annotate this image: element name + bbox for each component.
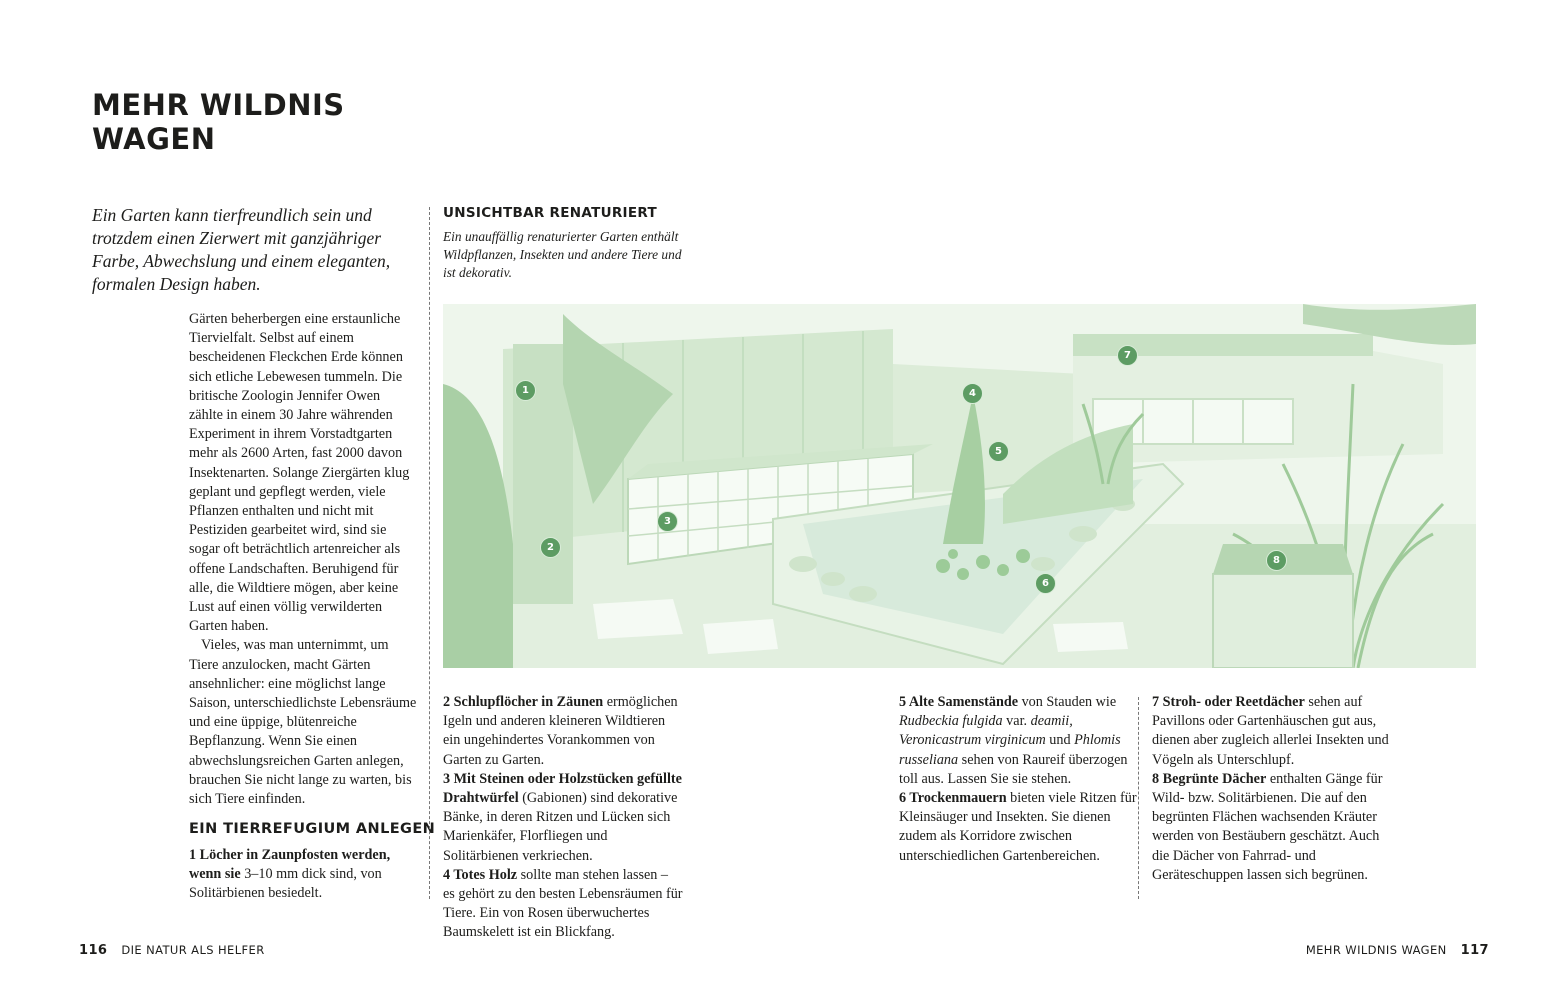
sidebar-heading: UNSICHTBAR RENATURIERT (443, 205, 657, 221)
body-paragraph-2: Vieles, was man unternimmt, um Tiere anzulocken, macht Gärten ansehnlicher: eine möglichst lange Saison, unterschiedlichste Lebensräume und eine üppige, blütenreiche Bepflanzung. Wenn Sie einen abwechslungsreichen Garten anlegen, brauchen Sie nicht lange zu warten, bis sich Tiere einfinden. (189, 637, 417, 808)
intro-text: Ein Garten kann tierfreundlich sein und trotzdem einen Zierwert mit ganzjähriger Farbe, Abwechslung und einem eleganten, formalen Design haben. (92, 205, 391, 294)
illustration-marker-2: 2 (540, 537, 561, 558)
item-2-title: 2 Schlupflöcher in Zäunen (443, 694, 604, 710)
page-number-left: 116 (79, 943, 108, 958)
item-5-text-c: und (1045, 732, 1075, 749)
item-5-text-d: sehen von Raureif überzogen toll aus. Lassen Sie sie stehen. (899, 751, 1128, 787)
item-3-title: 3 Mit Steinen oder Holzstücken gefüllte Drahtwürfel (443, 770, 682, 807)
item-3-text: (Gabionen) sind dekorative Bänke, in deren Ritzen und Lücken sich Marienkäfer, Florfliegen und Solitärbienen verkriechen. (443, 790, 678, 864)
running-head-right: MEHR WILDNIS WAGEN (1305, 943, 1447, 957)
item-5-species-b: deamii, Veronicastrum virginicum (899, 713, 1073, 749)
item-3 (443, 770, 683, 866)
illustration-marker-8: 8 (1266, 550, 1287, 571)
item-8-title: 8 Begrünte Dächer (1152, 770, 1267, 787)
illustration-marker-5: 5 (988, 441, 1009, 462)
item-6-title: 6 Trockenmauern (899, 790, 1007, 807)
illustration-marker-6: 6 (1035, 573, 1056, 594)
item-6 (899, 789, 1139, 866)
item-7-title: 7 Stroh- oder Reetdächer (1152, 694, 1305, 710)
illustration-marker-1: 1 (515, 380, 536, 401)
item-1-text: 3–10 mm dick sind, von Solitärbienen besiedelt. (189, 866, 382, 902)
page-number-right: 117 (1460, 943, 1489, 958)
item-5 (899, 693, 1139, 789)
item-5-species-a: Rudbeckia fulgida (899, 713, 1003, 730)
item-2 (443, 693, 683, 770)
illustration-marker-3: 3 (657, 511, 678, 532)
body-paragraph-1: Gärten beherbergen eine erstaunliche Tiervielfalt. Selbst auf einem bescheidenen Fleckchen Erde können sich etliche Lebewesen tummeln. Die britische Zoologin Jennifer Owen zählte in einem 30 Jahre währenden Experiment in ihrem Vorstadtgarten mehr als 2600 Arten, fast 2000 davon Insektenarten. Solange Ziergärten klug geplant und gepflegt werden, viele Pflanzen enthalten und nicht mit Pestiziden gearbeitet wird, sind sie sogar oft beträchtlich artenreicher als offene Landschaften. Beruhigend für alle, die Wildtiere mögen, aber keine Lust auf einen völlig verwilderten Garten haben. (189, 311, 410, 635)
refugium-item-1 (189, 846, 417, 904)
item-4-title: 4 Totes Holz (443, 866, 518, 883)
item-8-text: enthalten Gänge für Wild- bzw. Solitärbienen. Die auf den begrünten Flächen wachsenden Kräuter werden von Bestäubern geschätzt. Auch die Dächer von Fahrrad- und Geräteschuppen lassen sich begrünen. (1152, 770, 1383, 883)
item-5-text-a: von Stauden wie (1018, 694, 1117, 710)
item-6-text: bieten viele Ritzen für Kleinsäuger und Insekten. Sie dienen zudem als Korridore zwischen unterschiedlichen Gartenbereichen. (899, 790, 1137, 864)
item-2-text: ermöglichen Igeln und anderen kleineren Wildtieren ein ungehindertes Vorankommen von Garten zu Garten. (443, 694, 678, 768)
sidebar-subtitle: Ein unauffällig renaturierter Garten enthält Wildpflanzen, Insekten und andere Tiere und ist dekorativ. (443, 229, 682, 280)
garden-illustration (443, 304, 1476, 668)
section-heading-refugium: EIN TIERREFUGIUM ANLEGEN (189, 821, 436, 837)
illustration-marker-4: 4 (962, 383, 983, 404)
item-4-text: sollte man stehen lassen – es gehört zu den besten Lebensräumen für Tiere. Ein von Rosen überwuchertes Baumskelett ist ein Blickfang. (443, 866, 683, 941)
column-divider-left (429, 207, 430, 899)
footer-right (1306, 943, 1489, 958)
illustration-marker-7: 7 (1117, 345, 1138, 366)
body-column-1 (189, 310, 417, 809)
page-title (92, 88, 345, 156)
item-5-species-c: Phlomis russeliana (899, 732, 1121, 768)
items-column-3 (899, 693, 1139, 866)
item-1-title: 1 Löcher in Zaunpfosten werden, wenn sie (189, 847, 391, 883)
items-column-2 (443, 693, 683, 943)
item-8 (1152, 770, 1392, 885)
item-7 (1152, 693, 1392, 770)
items-column-4 (1152, 693, 1392, 885)
page-title-line-2: WAGEN (92, 122, 216, 156)
running-head-left: DIE NATUR ALS HELFER (121, 943, 265, 957)
garden-drawing (443, 304, 1476, 668)
item-7-text: sehen auf Pavillons oder Gartenhäuschen gut aus, dienen aber zugleich allerlei Insekten und Vögeln als Unterschlupf. (1152, 694, 1389, 768)
page-title-line-1: MEHR WILDNIS (92, 88, 345, 122)
item-5-title: 5 Alte Samenstände (899, 694, 1019, 710)
item-4 (443, 866, 683, 943)
item-5-text-b: var. (1002, 713, 1031, 730)
footer-left (79, 943, 265, 958)
